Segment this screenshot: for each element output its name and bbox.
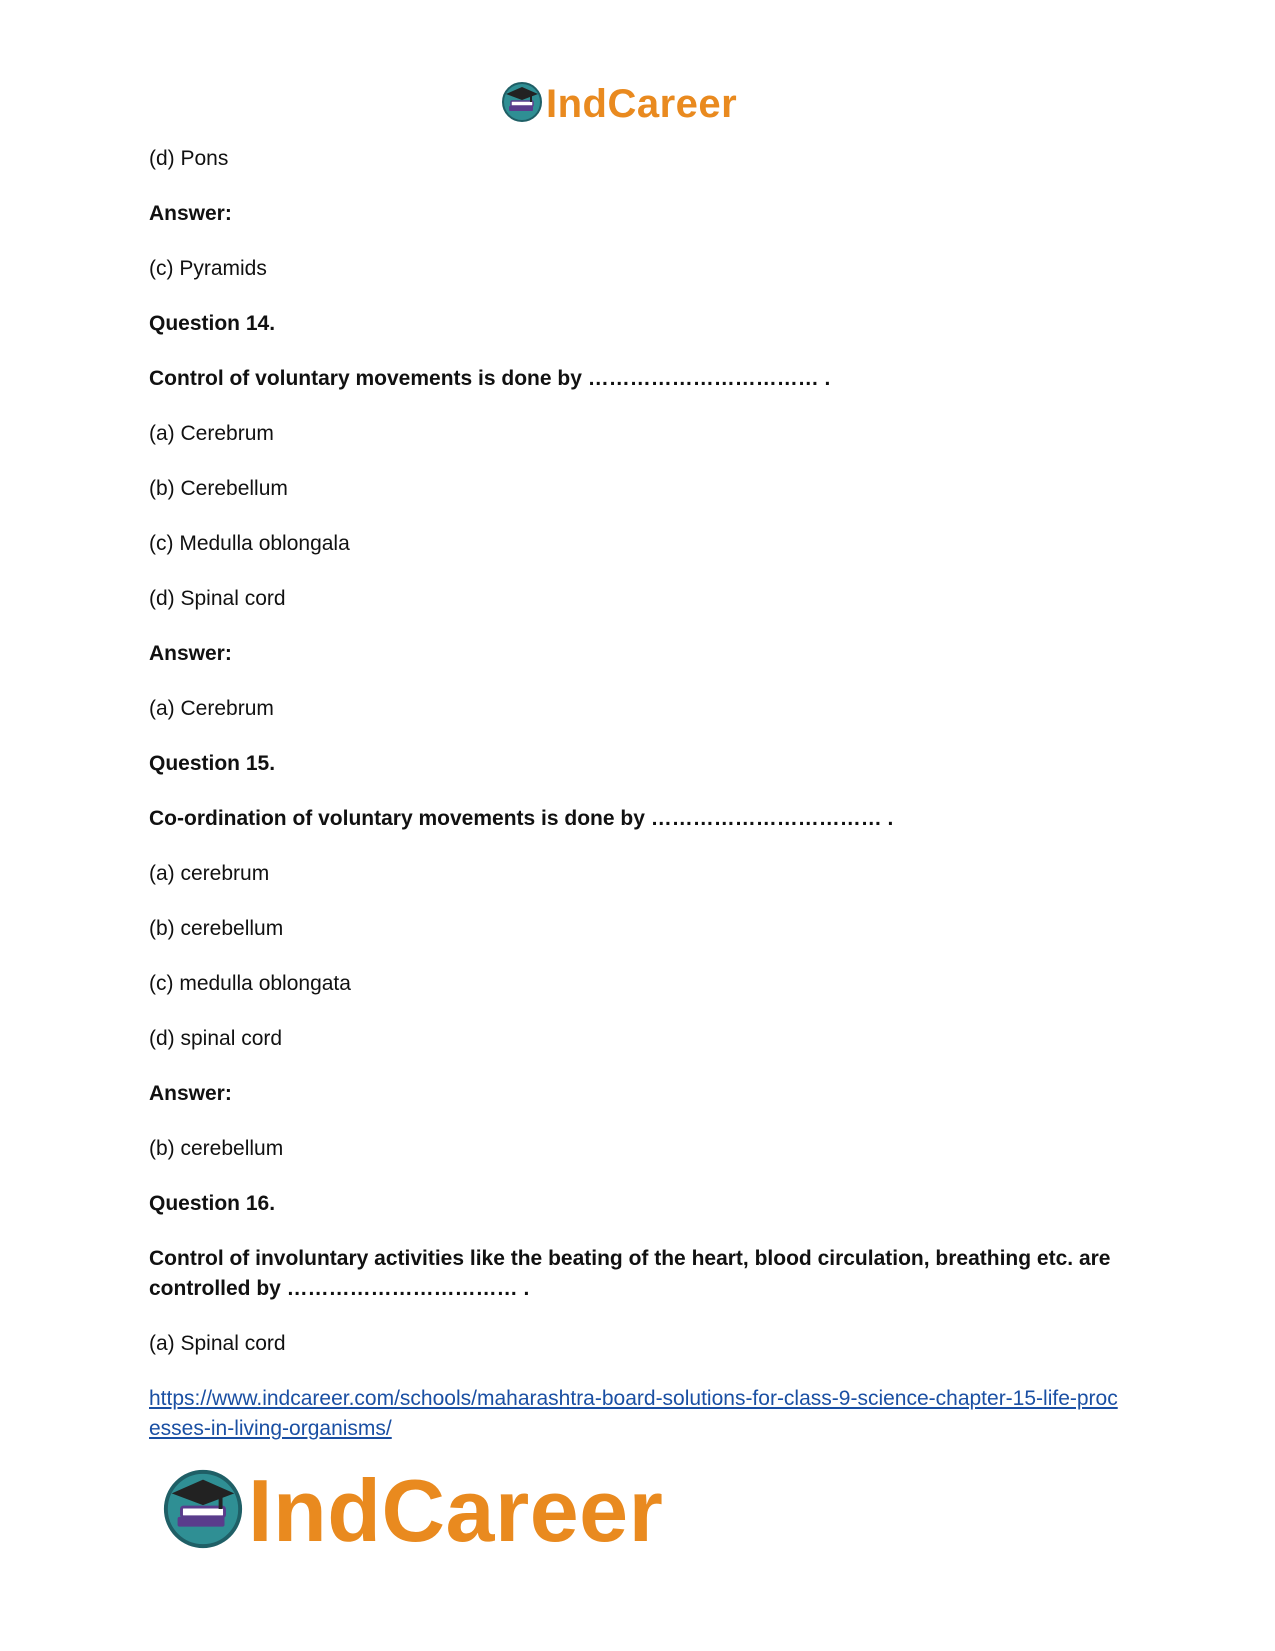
question-heading: Question 14. xyxy=(149,312,276,335)
option-text: (c) medulla oblongata xyxy=(149,972,351,995)
logo-text: IndCareer xyxy=(248,1461,664,1560)
answer-text: (b) cerebellum xyxy=(149,1137,284,1160)
graduation-cap-books-icon xyxy=(160,1466,246,1557)
option-text: (a) Cerebrum xyxy=(149,422,274,445)
option-text: (a) Spinal cord xyxy=(149,1332,286,1355)
option-text: (d) Pons xyxy=(149,147,229,170)
option-text: (d) Spinal cord xyxy=(149,587,286,610)
option-text: (c) Medulla oblongala xyxy=(149,532,350,555)
option-text: (b) Cerebellum xyxy=(149,477,288,500)
graduation-cap-books-icon xyxy=(500,80,544,129)
option-text: (a) cerebrum xyxy=(149,862,270,885)
answer-heading: Answer: xyxy=(149,642,232,665)
footer-logo xyxy=(160,1463,700,1559)
answer-heading: Answer: xyxy=(149,202,232,225)
question-text: Co-ordination of voluntary movements is done by …………………………… . xyxy=(149,807,894,830)
answer-text: (c) Pyramids xyxy=(149,257,267,280)
header-logo xyxy=(500,80,770,128)
question-heading: Question 16. xyxy=(149,1192,276,1215)
document-body xyxy=(149,144,1129,1444)
question-text: Control of voluntary movements is done by …………………………… . xyxy=(149,367,831,390)
question-text: Control of involuntary activities like the beating of the heart, blood circulation, breathing etc. are controlled by …………………………… . xyxy=(149,1247,1111,1300)
answer-text: (a) Cerebrum xyxy=(149,697,274,720)
question-heading: Question 15. xyxy=(149,752,276,775)
logo-text: IndCareer xyxy=(546,81,738,126)
option-text: (d) spinal cord xyxy=(149,1027,283,1050)
source-link[interactable]: https://www.indcareer.com/schools/maharashtra-board-solutions-for-class-9-science-chapter-15-life-processes-in-living-organisms/ xyxy=(149,1387,1118,1440)
answer-heading: Answer: xyxy=(149,1082,232,1105)
option-text: (b) cerebellum xyxy=(149,917,284,940)
